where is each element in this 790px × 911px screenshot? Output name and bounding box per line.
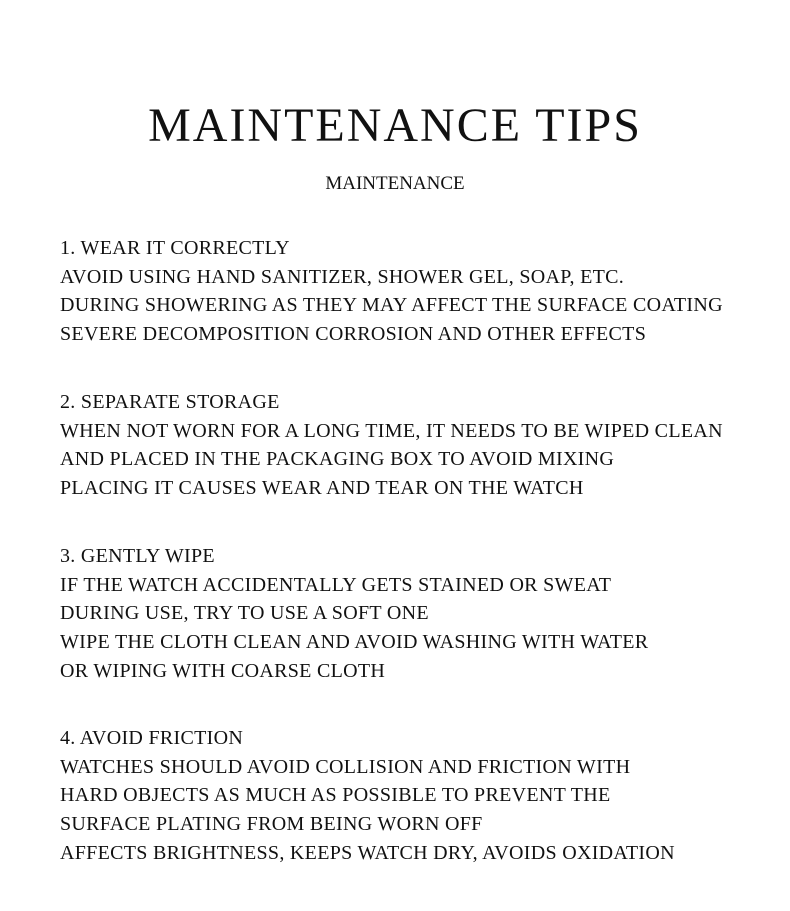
tip-line: DURING SHOWERING AS THEY MAY AFFECT THE SURFACE COATING	[60, 294, 723, 317]
tip-heading: 1. WEAR IT CORRECTLY	[60, 237, 290, 259]
tip-section-gently-wipe	[60, 542, 785, 686]
tip-line: PLACING IT CAUSES WEAR AND TEAR ON THE WATCH	[60, 477, 584, 500]
tip-line: SURFACE PLATING FROM BEING WORN OFF	[60, 813, 483, 836]
tip-line: AND PLACED IN THE PACKAGING BOX TO AVOID MIXING	[60, 448, 615, 471]
tip-heading: 2. SEPARATE STORAGE	[60, 391, 280, 413]
tip-line: DURING USE, TRY TO USE A SOFT ONE	[60, 602, 429, 625]
tip-section-wear-correctly	[60, 234, 785, 349]
tip-line: WHEN NOT WORN FOR A LONG TIME, IT NEEDS TO BE WIPED CLEAN	[60, 419, 723, 442]
tip-line: AVOID USING HAND SANITIZER, SHOWER GEL, SOAP, ETC.	[60, 265, 625, 288]
page-title: MAINTENANCE TIPS	[148, 99, 642, 152]
page-subtitle: MAINTENANCE	[325, 173, 465, 194]
tip-line: WATCHES SHOULD AVOID COLLISION AND FRICTION WITH	[60, 755, 631, 778]
tip-section-avoid-friction	[60, 724, 785, 868]
tip-line: IF THE WATCH ACCIDENTALLY GETS STAINED OR SWEAT	[60, 573, 612, 596]
tip-line: WIPE THE CLOTH CLEAN AND AVOID WASHING WITH WATER	[60, 631, 649, 654]
tip-line: HARD OBJECTS AS MUCH AS POSSIBLE TO PREVENT THE	[60, 784, 611, 807]
tip-line: AFFECTS BRIGHTNESS, KEEPS WATCH DRY, AVOIDS OXIDATION	[60, 841, 675, 864]
tip-line: OR WIPING WITH COARSE CLOTH	[60, 659, 386, 682]
tip-heading: 4. AVOID FRICTION	[60, 727, 244, 749]
tip-line: SEVERE DECOMPOSITION CORROSION AND OTHER EFFECTS	[60, 323, 647, 346]
tip-heading: 3. GENTLY WIPE	[60, 545, 215, 567]
tip-section-separate-storage	[60, 388, 785, 503]
